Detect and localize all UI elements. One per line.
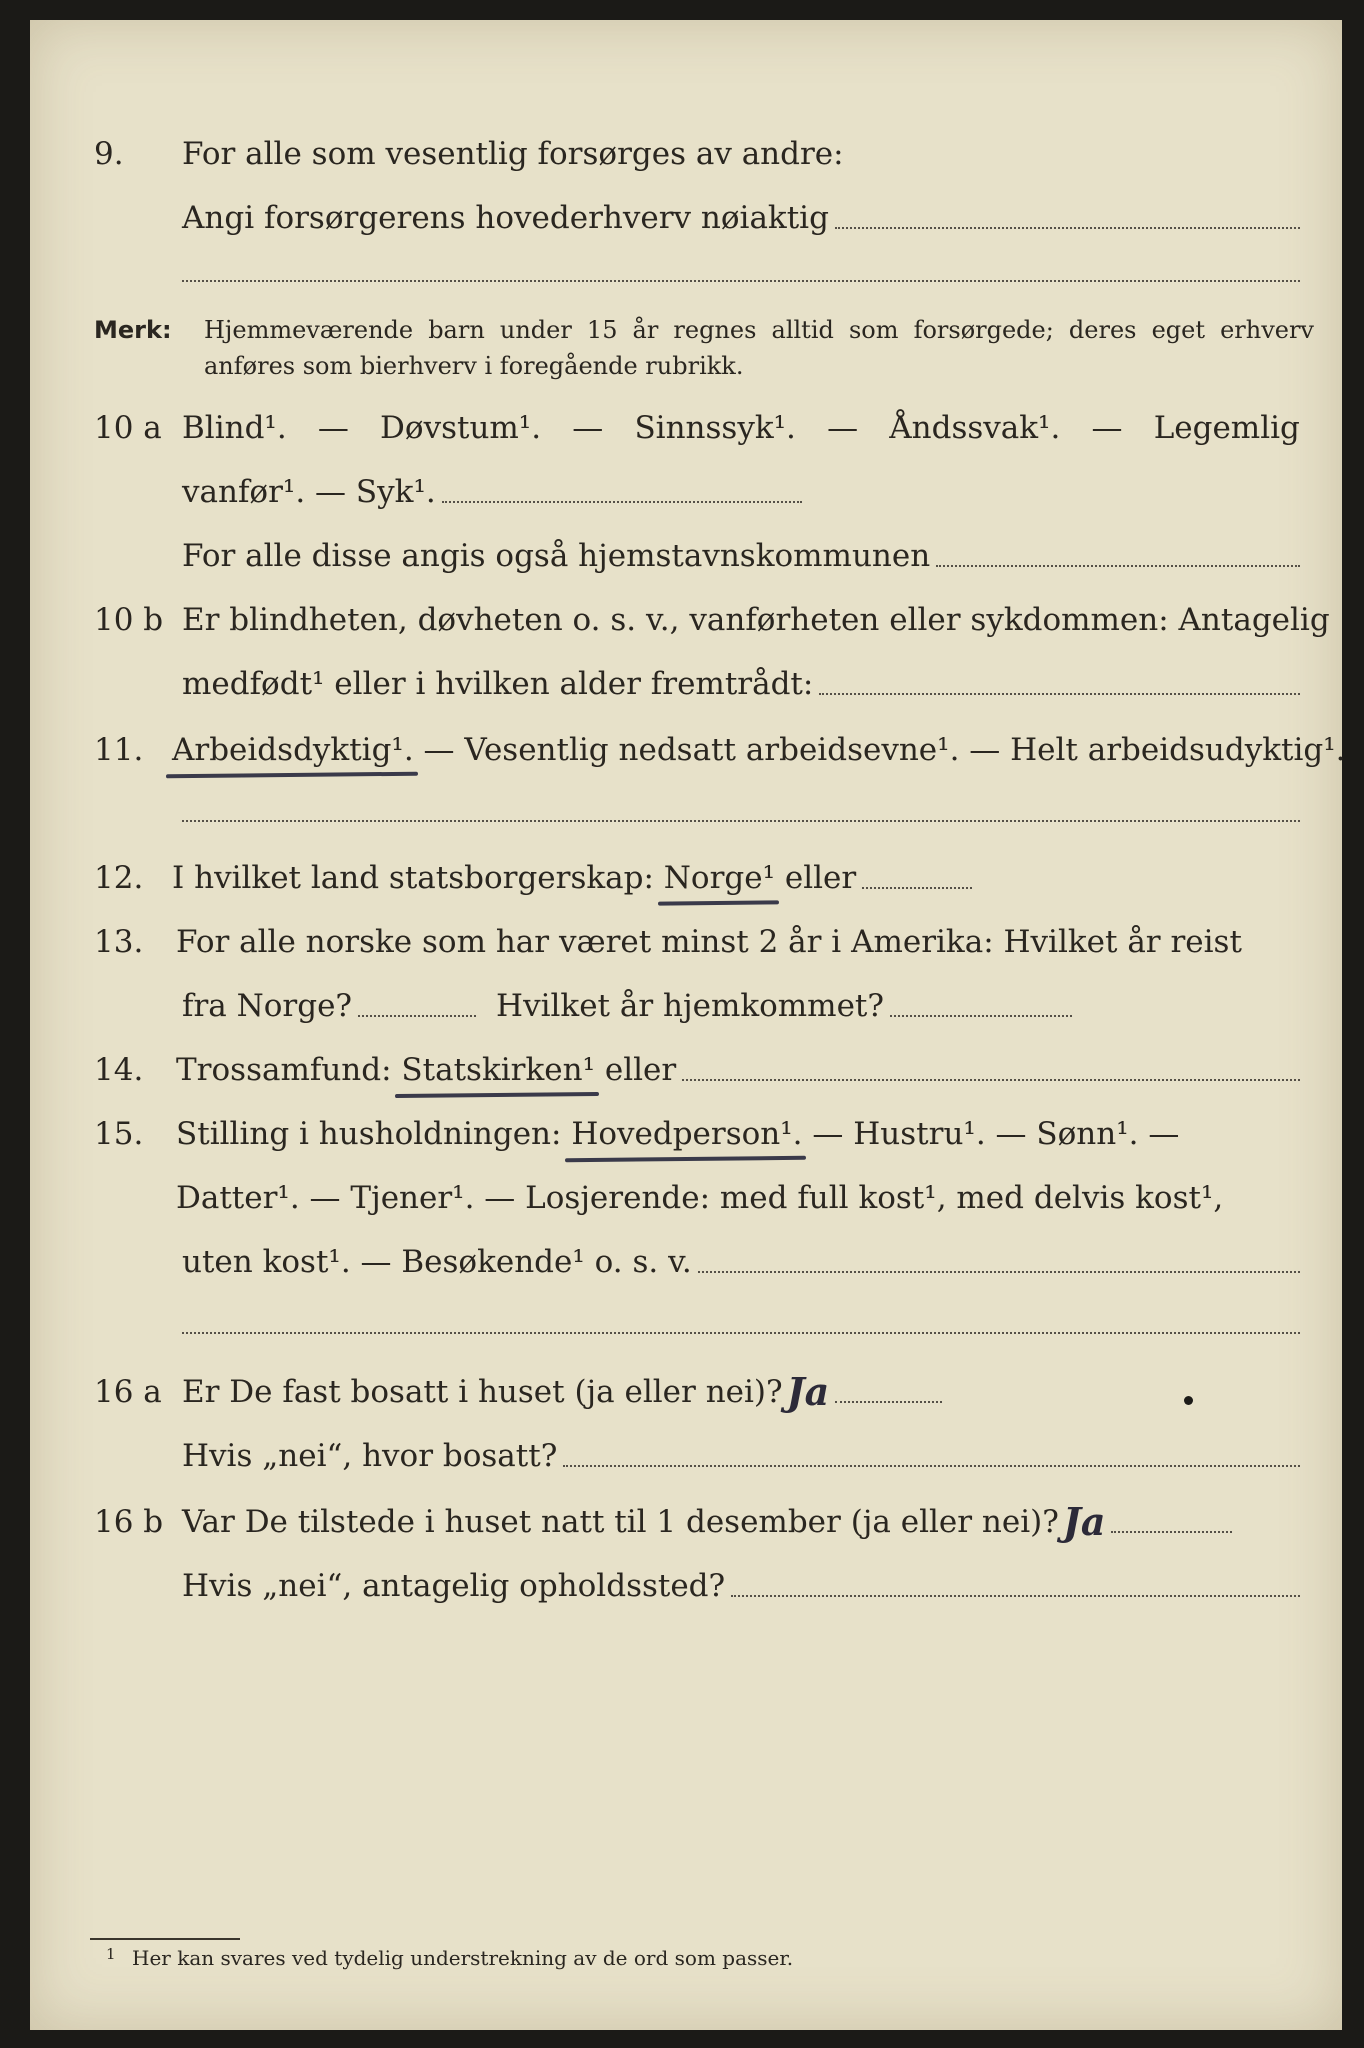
question-13-line-1 — [30, 916, 1342, 968]
answer-field-present[interactable] — [1111, 1531, 1232, 1533]
question-10b-line-2 — [30, 658, 1342, 710]
ink-spot — [1184, 1396, 1193, 1405]
answer-field-resident[interactable] — [835, 1401, 942, 1403]
question-text: For alle norske som har været minst 2 år i Amerika: Hvilket år reist — [176, 924, 1242, 960]
option-head-of-household-underlined[interactable]: Hovedperson¹. — [571, 1116, 803, 1152]
question-text: Var De tilstede i huset natt til 1 desember (ja eller nei)? — [182, 1504, 1059, 1540]
answer-field-provider-occupation[interactable] — [835, 227, 1300, 229]
question-text: Datter¹. — Tjener¹. — Losjerende: med full kost¹, med delvis kost¹, — [176, 1180, 1224, 1216]
question-text: I hvilket land statsborgerskap: — [172, 860, 664, 896]
question-15-line-2 — [30, 1172, 1342, 1224]
dash: — — [827, 410, 859, 446]
question-number: 12. — [94, 860, 144, 896]
option-able-to-work-underlined[interactable]: Arbeidsdyktig¹. — [172, 732, 414, 768]
question-text: — Hustru¹. — Sønn¹. — — [802, 1116, 1180, 1152]
option-mentally-disabled[interactable]: Åndssvak¹. — [889, 410, 1061, 446]
answer-field-home-municipality[interactable] — [936, 565, 1300, 567]
question-10a-line-2 — [30, 466, 1342, 518]
question-text: eller — [595, 1052, 677, 1088]
answer-field-religion[interactable] — [682, 1079, 1300, 1081]
question-number: 9. — [94, 136, 124, 172]
footnote — [106, 1944, 794, 1972]
question-number: 10 a — [94, 410, 162, 446]
answer-field-where-resident[interactable] — [563, 1465, 1300, 1467]
option-norway-underlined[interactable]: Norge¹ — [663, 860, 776, 896]
question-number: 15. — [94, 1116, 144, 1152]
dash: — — [317, 410, 349, 446]
handwritten-answer-resident[interactable]: Ja — [786, 1369, 830, 1414]
question-text: For alle som vesentlig forsørges av andre: — [182, 136, 844, 172]
question-text: vanfør¹. — Syk¹. — [182, 474, 436, 510]
question-text: Hvis „nei“, hvor bosatt? — [182, 1438, 558, 1474]
question-9-line-1 — [30, 128, 1342, 180]
footnote-mark: 1 — [106, 1945, 116, 1963]
answer-field-household-role[interactable] — [698, 1271, 1300, 1273]
option-blind[interactable]: Blind¹. — [182, 410, 287, 446]
question-16a-line-1 — [30, 1366, 1342, 1418]
question-text: — Vesentlig nedsatt arbeidsevne¹. — Helt arbeidsudyktig¹. — [413, 732, 1346, 768]
answer-field-continuation[interactable] — [182, 820, 1300, 822]
question-15-line-1 — [30, 1108, 1342, 1160]
answer-field-year-left[interactable] — [358, 1015, 476, 1017]
question-16a-line-2 — [30, 1430, 1342, 1482]
question-number: 13. — [94, 924, 144, 960]
question-text: Angi forsørgerens hovederhverv nøiaktig — [182, 200, 829, 236]
question-10a-line-3 — [30, 530, 1342, 582]
question-text: Trossamfund: — [176, 1052, 402, 1088]
question-number: 10 b — [94, 602, 164, 638]
question-text: Er blindheten, døvheten o. s. v., vanførheten eller sykdommen: Antagelig — [182, 602, 1330, 638]
answer-field-sick[interactable] — [442, 501, 802, 503]
note-text-line-1: Hjemmeværende barn under 15 år regnes alltid som forsørgede; deres eget erhverv — [204, 316, 1314, 344]
option-insane[interactable]: Sinnssyk¹. — [634, 410, 796, 446]
question-16b-line-2 — [30, 1560, 1342, 1612]
question-number: 16 a — [94, 1374, 162, 1410]
answer-field-citizenship[interactable] — [862, 887, 972, 889]
answer-field-continuation[interactable] — [182, 1332, 1300, 1334]
option-deaf-mute[interactable]: Døvstum¹. — [380, 410, 542, 446]
answer-field-whereabouts[interactable] — [731, 1595, 1300, 1597]
question-14 — [30, 1044, 1342, 1096]
question-text: fra Norge? — [182, 988, 353, 1024]
question-text: Stilling i husholdningen: — [176, 1116, 572, 1152]
question-number: 16 b — [94, 1504, 164, 1540]
question-text: Hvis „nei“, antagelig opholdssted? — [182, 1568, 726, 1604]
question-13-line-2 — [30, 980, 1342, 1032]
disability-options — [182, 408, 1300, 448]
dash: — — [1091, 410, 1123, 446]
question-number: 11. — [94, 732, 144, 768]
question-12 — [30, 852, 1342, 904]
note-label: Merk: — [94, 316, 172, 344]
option-physically[interactable]: Legemlig — [1153, 410, 1300, 446]
question-11 — [30, 724, 1346, 776]
question-16b-line-1 — [30, 1496, 1342, 1548]
footnote-text: Her kan svares ved tydelig understrekning av de ord som passer. — [132, 1946, 794, 1970]
note-text-line-2: anføres som bierhverv i foregående rubrikk. — [204, 352, 744, 380]
question-9-line-2 — [30, 192, 1342, 244]
question-number: 14. — [94, 1052, 144, 1088]
answer-field-year-returned[interactable] — [890, 1015, 1072, 1017]
answer-field-continuation[interactable] — [182, 280, 1300, 282]
option-state-church-underlined[interactable]: Statskirken¹ — [401, 1052, 595, 1088]
census-form-page — [30, 20, 1346, 2030]
question-text: For alle disse angis også hjemstavnskommunen — [182, 538, 931, 574]
handwritten-answer-present[interactable]: Ja — [1062, 1499, 1106, 1544]
question-10b-line-1 — [30, 594, 1342, 646]
question-text: Hvilket år hjemkommet? — [496, 988, 885, 1024]
question-text: medfødt¹ eller i hvilken alder fremtrådt: — [182, 666, 814, 702]
answer-field-age-onset[interactable] — [819, 693, 1300, 695]
question-text: eller — [775, 860, 857, 896]
question-text: Er De fast bosatt i huset (ja eller nei)? — [182, 1374, 783, 1410]
question-text: uten kost¹. — Besøkende¹ o. s. v. — [182, 1244, 692, 1280]
question-15-line-3 — [30, 1236, 1342, 1288]
question-10a-line-1 — [30, 402, 1342, 454]
dash: — — [572, 410, 604, 446]
